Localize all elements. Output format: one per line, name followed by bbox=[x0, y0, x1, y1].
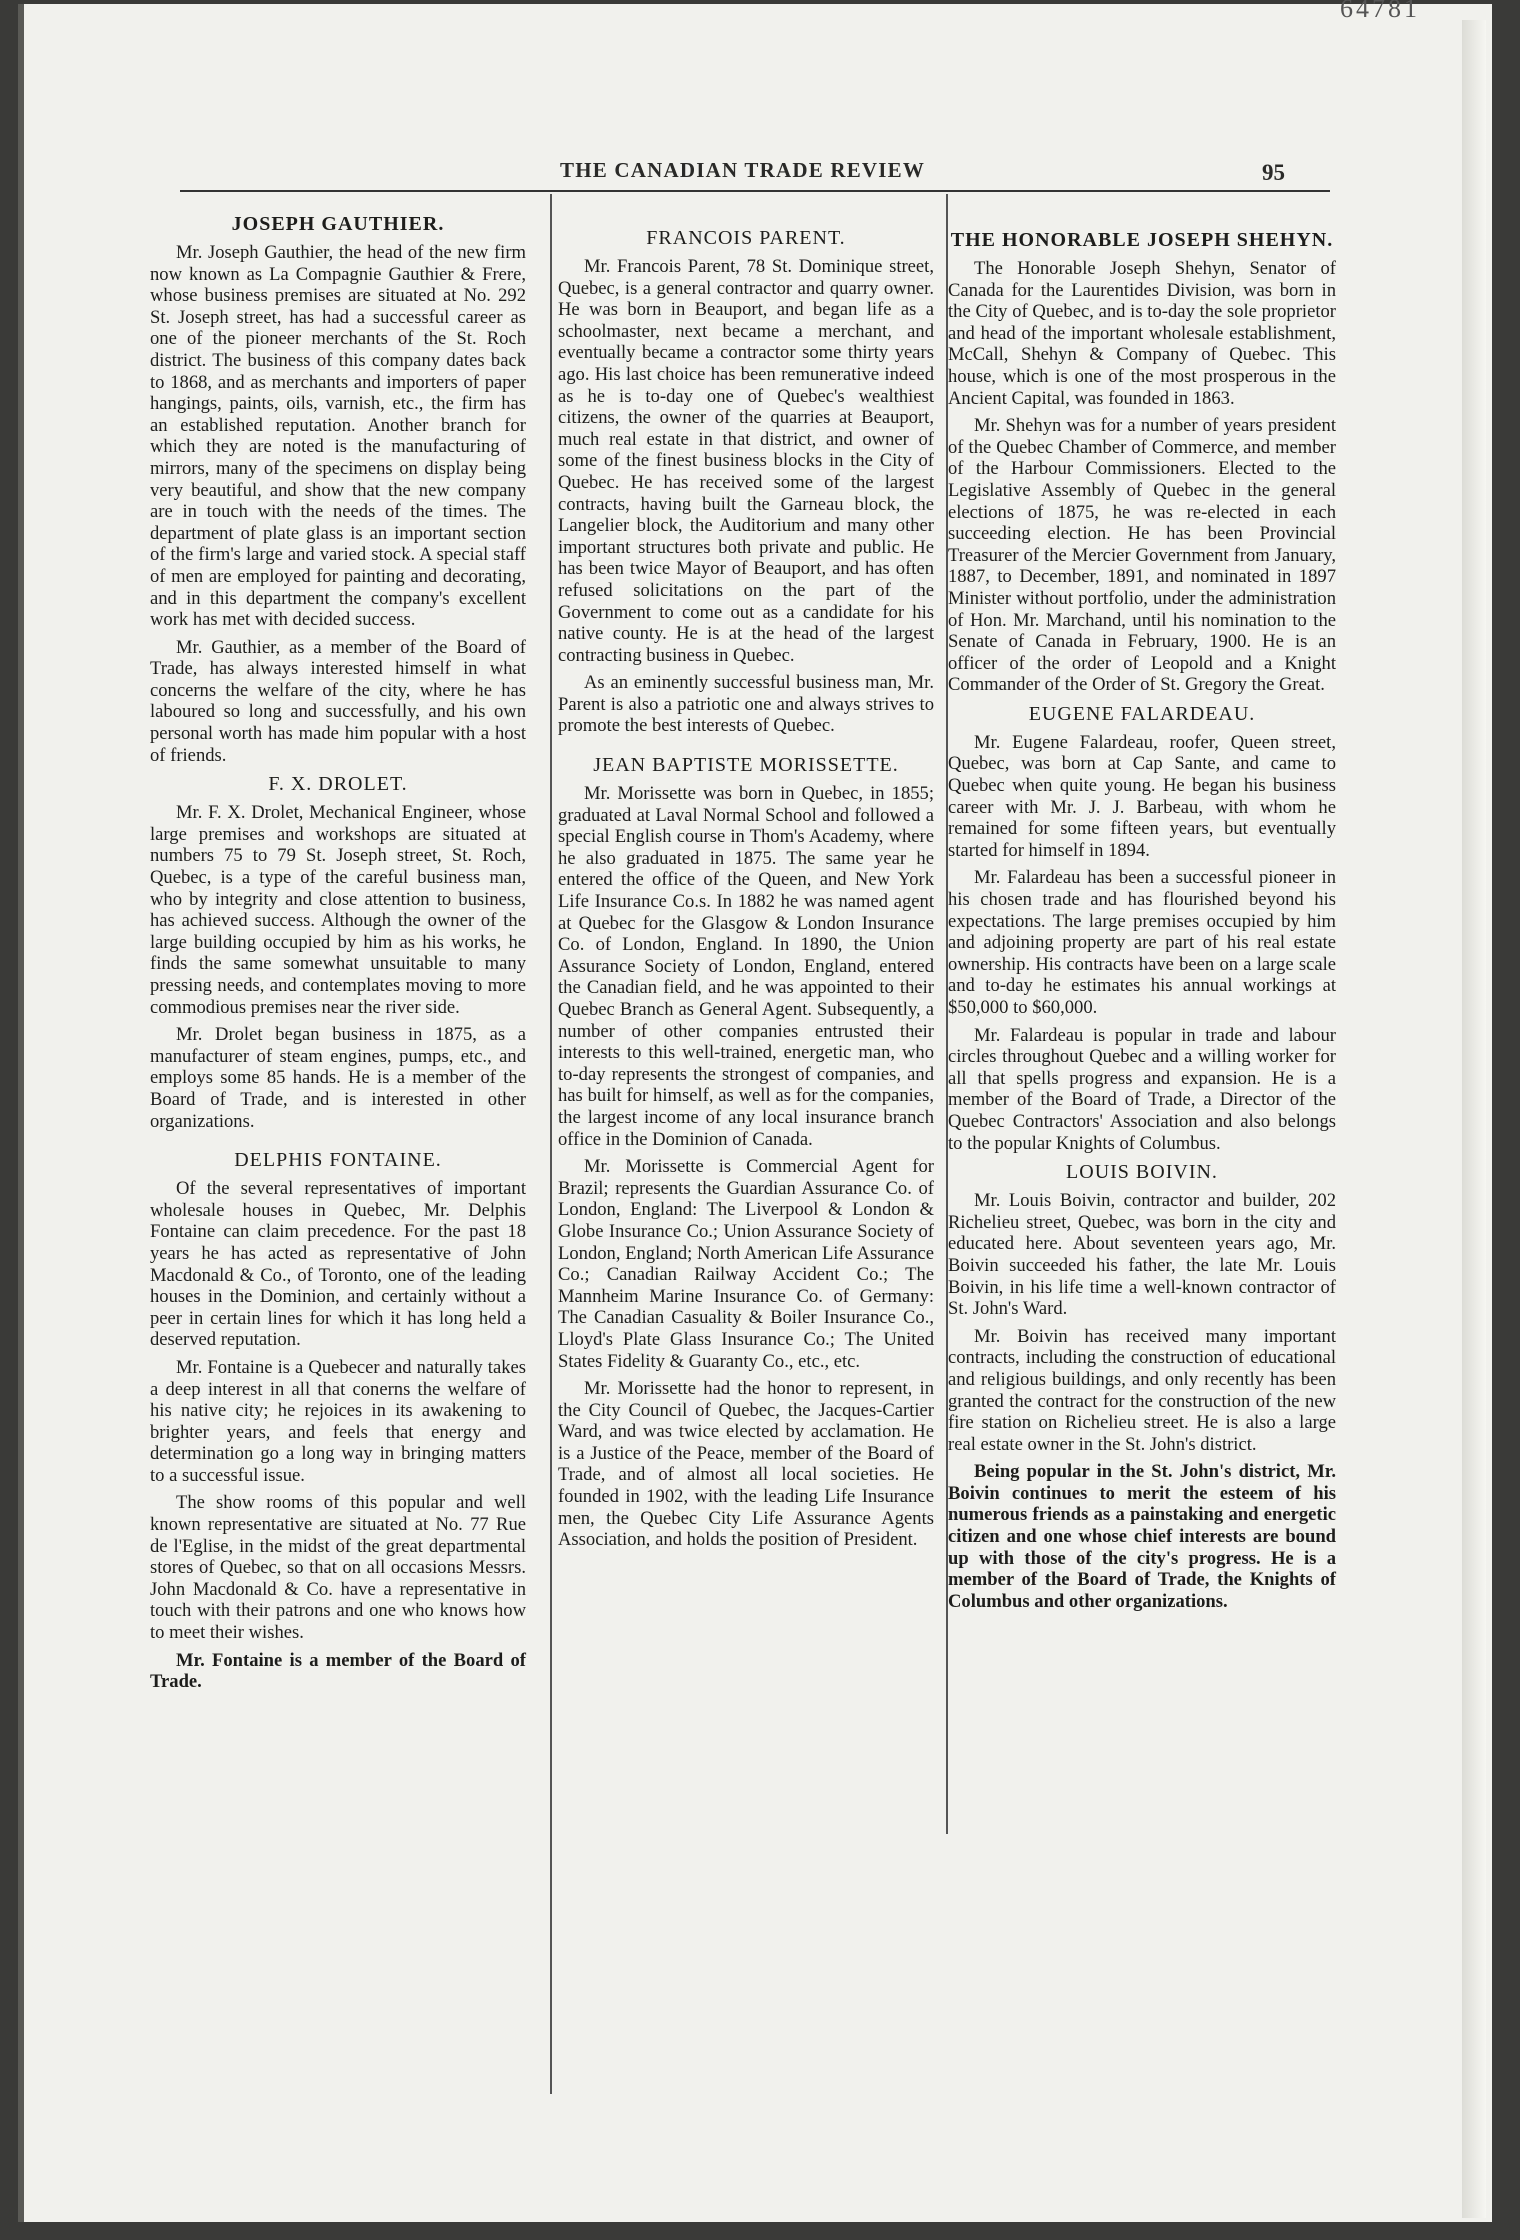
article-paragraph: Mr. Shehyn was for a number of years president of the Quebec Chamber of Commerce, and member of the Harbour Commissioners. Elected to the Legislative Assembly of Quebec in the general elections of 1875, he was re-elected in each succeeding election. He has been Provincial Treasurer of the Mercier Government from January, 1887, to December, 1891, and nominated in 1897 Minister without portfolio, under the administration of Hon. Mr. Marchand, until his nomination to the Senate of Canada in February, 1900. He is an officer of the order of Leopold and a Knight Commander of the Order of St. Gregory the Great. bbox=[948, 415, 1336, 696]
article-heading: EUGENE FALARDEAU. bbox=[1028, 702, 1256, 725]
page-edge bbox=[1462, 20, 1486, 2218]
article-paragraph: Mr. Morissette is Commercial Agent for Brazil; represents the Guardian Assurance Co. of London, England: The Liverpool & London & Globe Insurance Co.; Union Assurance Society of London, England; North American Life Assurance Co.; Canadian Railway Accident Co.; The Mannheim Marine Insurance Co. of Germany: The Canadian Casuality & Boiler Insurance Co., Lloyd's Plate Glass Insurance Co.; The United States Fidelity & Guaranty Co., etc., etc. bbox=[558, 1156, 934, 1372]
article-heading: DELPHIS FONTAINE. bbox=[234, 1149, 442, 1172]
article-louis-boivin bbox=[948, 1160, 1336, 1612]
running-title: THE CANADIAN TRADE REVIEW bbox=[560, 158, 926, 182]
article-heading: JOSEPH GAUTHIER. bbox=[231, 213, 445, 235]
article-paragraph: Mr. Fontaine is a member of the Board of Trade. bbox=[150, 1649, 526, 1693]
article-paragraph: Mr. Boivin has received many important contracts, including the construction of educational and religious buildings, and only recently has been granted the contract for the construction of the new fire station on Richelieu street. He is also a large real estate owner in the St. John's district. bbox=[948, 1325, 1336, 1455]
column-1 bbox=[150, 212, 526, 1699]
article-heading: THE HONORABLE JOSEPH SHEHYN. bbox=[950, 229, 1334, 251]
column-2 bbox=[558, 226, 934, 1557]
page-number: 95 bbox=[1262, 160, 1285, 185]
article-paragraph: As an eminently successful business man, Mr. Parent is also a patriotic one and always strives to promote the best interests of Quebec. bbox=[558, 672, 934, 737]
article-fx-drolet bbox=[150, 772, 526, 1132]
article-paragraph: The Honorable Joseph Shehyn, Senator of Canada for the Laurentides Division, was born in the City of Quebec, and is to-day the sole proprietor and head of the important wholesale establishment, McCall, Shehyn & Company of Quebec. This house, which is one of the most prosperous in the Ancient Capital, was founded in 1863. bbox=[948, 258, 1336, 409]
article-paragraph: The show rooms of this popular and well known representative are situated at No. 77 Rue de l'Eglise, in the midst of the great departmental stores of Quebec, so that on all occasions Messrs. John Macdonald & Co. have a representative in touch with their patrons and one who knows how to meet their wishes. bbox=[150, 1492, 526, 1644]
column-3 bbox=[948, 228, 1336, 1618]
article-paragraph: Mr. Louis Boivin, contractor and builder, 202 Richelieu street, Quebec, was born in the city and educated here. About seventeen years ago, Mr. Boivin succeeded his father, the late Mr. Louis Boivin, in his life time a well-known contractor of St. John's Ward. bbox=[948, 1190, 1336, 1320]
article-paragraph: Mr. Eugene Falardeau, roofer, Queen street, Quebec, was born at Cap Sante, and came to Quebec when quite young. He began his business career with Mr. J. J. Barbeau, with whom he remained for some fifteen years, but eventually started for himself in 1894. bbox=[948, 731, 1336, 861]
article-paragraph: Mr. Francois Parent, 78 St. Dominique street, Quebec, is a general contractor and quarry owner. He was born in Beauport, and began life as a schoolmaster, next became a merchant, and eventually became a contractor some thirty years ago. His last choice has been remunerative indeed as he is to-day one of Quebec's wealthiest citizens, the owner of the quarries at Beauport, much real estate in that district, and owner of some of the finest business blocks in the City of Quebec. He has received some of the largest contracts, having built the Garneau block, the Langelier block, the Auditorium and many other important structures both private and public. He has been twice Mayor of Beauport, and has often refused solicitations on the part of the Government to come out as a candidate for his native county. He is at the head of the largest contracting business in Quebec. bbox=[558, 256, 934, 666]
article-heading: FRANCOIS PARENT. bbox=[646, 227, 846, 249]
article-paragraph: Of the several representatives of important wholesale houses in Quebec, Mr. Delphis Fontaine can claim precedence. For the past 18 years he has acted as representative of John Macdonald & Co., of Toronto, one of the leading houses in the Dominion, and certainly without a peer in certain lines for which it has long held a deserved reputation. bbox=[150, 1178, 526, 1351]
corner-note: 64781 bbox=[1340, 0, 1420, 23]
article-joseph-gauthier bbox=[150, 212, 526, 766]
article-joseph-shehyn bbox=[948, 228, 1336, 696]
article-heading: JEAN BAPTISTE MORISSETTE. bbox=[593, 754, 899, 777]
article-heading: F. X. DROLET. bbox=[268, 773, 408, 796]
article-eugene-falardeau bbox=[948, 702, 1336, 1154]
article-jean-baptiste-morissette bbox=[558, 753, 934, 1551]
article-paragraph: Mr. Drolet began business in 1875, as a manufacturer of steam engines, pumps, etc., and employs some 85 hands. He is a member of the Board of Trade, and is interested in other organizations. bbox=[150, 1024, 526, 1132]
article-delphis-fontaine bbox=[150, 1148, 526, 1693]
article-paragraph: Being popular in the St. John's district, Mr. Boivin continues to merit the esteem of his numerous friends as a painstaking and energetic citizen and one whose chief interests are bound up with those of the city's progress. He is a member of the Board of Trade, the Knights of Columbus and other organizations. bbox=[948, 1461, 1336, 1612]
article-paragraph: Mr. Falardeau is popular in trade and labour circles throughout Quebec and a willing worker for all that spells progress and expansion. He is a member of the Board of Trade, a Director of the Quebec Contractors' Association and also belongs to the popular Knights of Columbus. bbox=[948, 1024, 1336, 1154]
article-paragraph: Mr. Joseph Gauthier, the head of the new firm now known as La Compagnie Gauthier & Frere, whose business premises are situated at No. 292 St. Joseph street, has had a successful career as one of the pioneer merchants of the St. Roch district. The business of this company dates back to 1868, and as merchants and importers of paper hangings, paints, oils, varnish, etc., the firm has an established reputation. Another branch for which they are noted is the manufacturing of mirrors, many of the specimens on display being very beautiful, and show that the new company are in touch with the needs of the times. The department of plate glass is an important section of the firm's large and varied stock. A special staff of men are employed for painting and decorating, and in this department the company's excellent work has met with decided success. bbox=[150, 242, 526, 631]
article-heading: LOUIS BOIVIN. bbox=[1066, 1161, 1218, 1184]
article-paragraph: Mr. F. X. Drolet, Mechanical Engineer, whose large premises and workshops are situated at numbers 75 to 79 St. Joseph street, St. Roch, Quebec, is a type of the careful business man, who by integrity and close attention to business, has achieved success. Although the owner of the large building occupied by him as his works, he finds the same somewhat unsuitable to many pressing needs, and contemplates moving to more commodious premises near the river side. bbox=[150, 802, 526, 1018]
article-francois-parent bbox=[558, 226, 934, 737]
column-rule-1 bbox=[550, 194, 552, 2094]
article-paragraph: Mr. Falardeau has been a successful pioneer in his chosen trade and has flourished beyond his expectations. The large premises occupied by him and adjoining property are part of his real estate ownership. His contracts have been on a large scale and to-day he estimates his annual workings at $50,000 to $60,000. bbox=[948, 867, 1336, 1018]
article-paragraph: Mr. Morissette had the honor to represent, in the City Council of Quebec, the Jacques-Cartier Ward, and was twice elected by acclamation. He is a Justice of the Peace, member of the Board of Trade, and of almost all local societies. He founded in 1902, with the leading Life Insurance men, the Quebec City Life Assurance Agents Association, and holds the position of President. bbox=[558, 1378, 934, 1551]
article-paragraph: Mr. Morissette was born in Quebec, in 1855; graduated at Laval Normal School and followed a special English course in Thom's Academy, where he also graduated in 1875. The same year he entered the office of the Queen, and New York Life Insurance Co.s. In 1882 he was named agent at Quebec for the Glasgow & London Insurance Co. of London, England. In 1890, the Union Assurance Society of London, England, entered the Canadian field, and he was appointed to their Quebec Branch as General Agent. Subsequently, a number of other companies entrusted their interests to this well-trained, energetic man, who to-day represents the strongest of companies, and has built for himself, as well as for the companies, the largest income of any local insurance branch office in the Dominion of Canada. bbox=[558, 783, 934, 1150]
article-paragraph: Mr. Gauthier, as a member of the Board of Trade, has always interested himself in what concerns the welfare of the city, where he has laboured so long and successfully, and his own personal worth has made him popular with a host of friends. bbox=[150, 636, 526, 766]
header-rule bbox=[180, 190, 1330, 192]
article-paragraph: Mr. Fontaine is a Quebecer and naturally takes a deep interest in all that conerns the welfare of his native city; he rejoices in its awakening to brighter years, and feels that energy and determination go a long way in bringing matters to a successful issue. bbox=[150, 1356, 526, 1486]
